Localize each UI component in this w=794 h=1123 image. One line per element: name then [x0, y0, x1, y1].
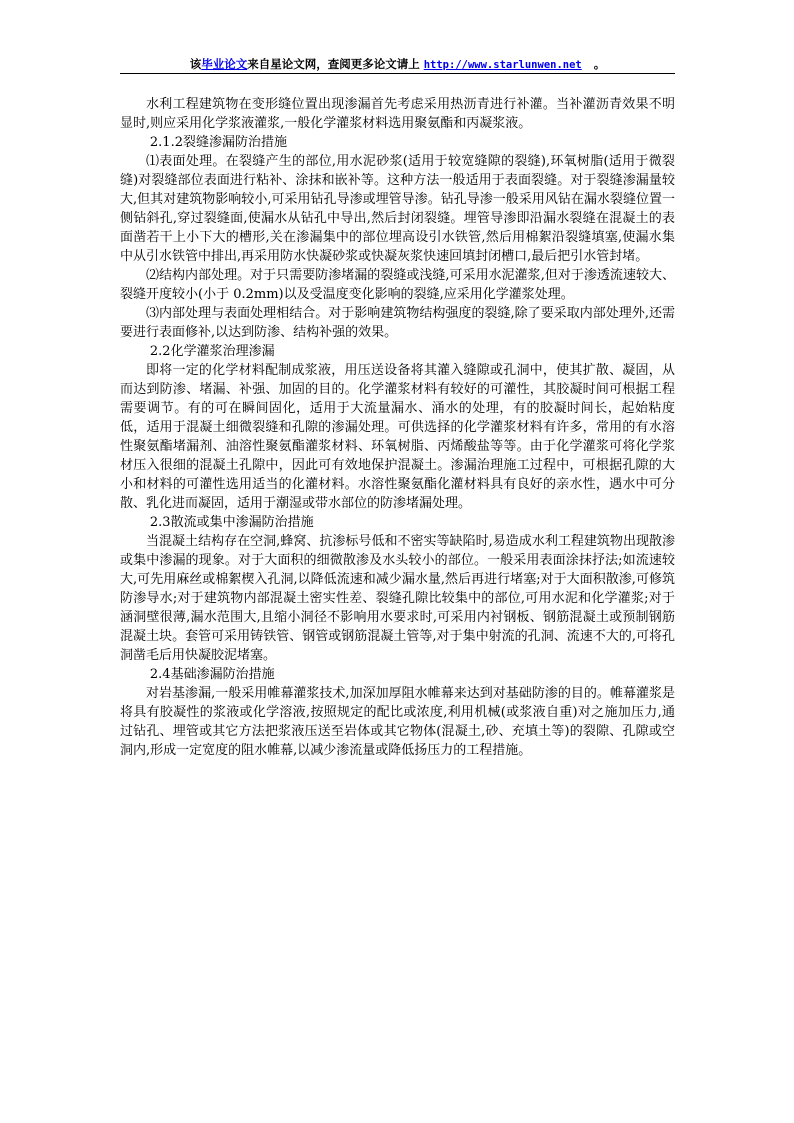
document-body — [120, 95, 675, 760]
page-header — [120, 56, 675, 74]
header-suffix: 。 — [593, 57, 606, 71]
section-heading: 2.4基础渗漏防治措施 — [149, 667, 275, 682]
section-heading: 2.2化学灌浆治理渗漏 — [149, 344, 275, 359]
paragraph: ⑶内部处理与表面处理相结合。对于影响建筑物结构强度的裂缝,除了要采取内部处理外,还需要进行表面修补,以达到防渗、结构补强的效果。 — [120, 306, 675, 340]
section-heading: 2.3散流或集中渗漏防治措施 — [149, 515, 314, 530]
paragraph: 即将一定的化学材料配制成浆液，用压送设备将其灌入缝隙或孔洞中，使其扩散、凝固，从而达到防渗、堵漏、补强、加固的目的。化学灌浆材料有较好的可灌性，其胶凝时间可根据工程需要调节。有的可在瞬间固化，适用于大流量漏水、涌水的处理，有的胶凝时间长，起始粘度低，适用于混凝土细微裂缝和孔隙的渗漏处理。可供选择的化学灌浆材料有许多，常用的有水溶性聚氨酯堵漏剂、油溶性聚氨酯灌浆材料、环氧树脂、丙烯酸盐等等。由于化学灌浆可将化学浆材压入很细的混凝土孔隙中，因此可有效地保护混凝土。渗漏治理施工过程中，可根据孔隙的大小和材料的可灌性选用适当的化灌材料。水溶性聚氨酯化灌材料具有良好的亲水性，遇水中可分散、乳化进而凝固，适用于潮湿或带水部位的防渗堵漏处理。 — [120, 363, 675, 511]
site-url-link[interactable]: http://www.starlunwen.net — [423, 59, 582, 71]
header-divider — [120, 73, 675, 74]
section-heading: 2.1.2裂缝渗漏防治措施 — [149, 135, 287, 150]
paragraph: ⑵结构内部处理。对于只需要防渗堵漏的裂缝或浅缝,可采用水泥灌浆,但对于渗透流速较大、裂缝开度较小(小于 0.2mm)以及受温度变化影响的裂缝,应采用化学灌浆处理。 — [120, 268, 675, 302]
paragraph: 水利工程建筑物在变形缝位置出现渗漏首先考虑采用热沥青进行补灌。当补灌沥青效果不明显时,则应采用化学浆液灌浆,一般化学灌浆材料选用聚氨酯和丙凝浆液。 — [120, 97, 675, 131]
paragraph: ⑴表面处理。在裂缝产生的部位,用水泥砂浆(适用于较宽缝隙的裂缝),环氧树脂(适用于微裂缝)对裂缝部位表面进行粘补、涂抹和嵌补等。这种方法一般适用于表面裂缝。对于裂缝渗漏量较大,但其对建筑物影响较小,可采用钻孔导渗或埋管导渗。钻孔导渗一般采用风钻在漏水裂缝位置一侧钻斜孔,穿过裂缝面,使漏水从钻孔中导出,然后封闭裂缝。埋管导渗即沿漏水裂缝在混凝土的表面凿若干上小下大的槽形,关在渗漏集中的部位埋高设引水铁管,然后用棉絮沿裂缝填塞,使漏水集中从引水铁管中排出,再采用防水快凝砂浆或快凝灰浆快速回填封闭槽口,最后把引水管封堵。 — [120, 154, 675, 264]
paragraph: 对岩基渗漏,一般采用帷幕灌浆技术,加深加厚阻水帷幕来达到对基础防渗的目的。帷幕灌浆是将具有胶凝性的浆液或化学溶液,按照规定的配比或浓度,利用机械(或浆液自重)对之施加压力,通过钻孔、埋管或其它方法把浆液压送至岩体或其它物体(混凝土,砂、充填土等)的裂隙、孔隙或空洞内,形成一定宽度的阻水帷幕,以减少渗流量或降低扬压力的工程措施。 — [120, 686, 675, 758]
thesis-link[interactable]: 毕业论文 — [201, 57, 248, 71]
paragraph: 当混凝土结构存在空洞,蜂窝、抗渗标号低和不密实等缺陷时,易造成水利工程建筑物出现散渗或集中渗漏的现象。对于大面积的细微散渗及水头较小的部位。一般采用表面涂抹抒法;如流速较大,可先用麻丝或棉絮楔入孔洞,以降低流速和减少漏水量,然后再进行堵塞;对于大面积散渗,可修筑防渗导水;对于建筑物内部混凝土密实性差、裂缝孔隙比较集中的部位,可用水泥和化学灌浆;对于涵洞壁很薄,漏水范围大,且缩小洞径不影响用水要求时,可采用内衬钢板、钢筋混凝土或预制钢筋混凝土块。套管可采用铸铁管、钢管或钢筋混凝土管等,对于集中射流的孔洞、流速不大的,可将孔洞凿毛后用快凝胶泥堵塞。 — [120, 534, 675, 663]
header-prefix: 该 — [189, 57, 202, 71]
header-middle: 来自星论文网，查阅更多论文请上 — [247, 57, 420, 71]
